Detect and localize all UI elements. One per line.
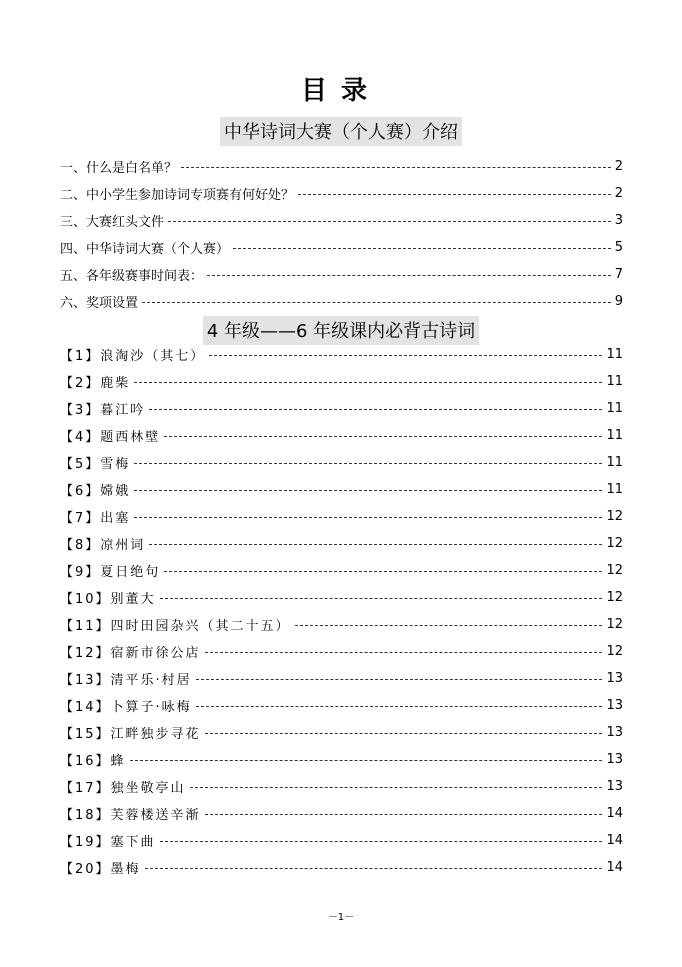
toc-entry-page: 13: [606, 670, 623, 686]
dot-leader: [134, 490, 602, 491]
section-heading-intro: [0, 117, 682, 146]
toc-entry-page: 13: [606, 724, 623, 740]
dot-leader: [134, 463, 602, 464]
section-heading-text: 中华诗词大赛（个人赛）介绍: [220, 117, 462, 146]
dot-leader: [164, 436, 602, 437]
toc-entry-page: 7: [614, 266, 623, 282]
dot-leader: [160, 841, 603, 842]
toc-entry-page: 14: [606, 832, 623, 848]
toc-entry-page: 11: [606, 400, 623, 416]
toc-entry[interactable]: [60, 425, 623, 445]
dot-leader: [205, 652, 603, 653]
dot-leader: [181, 167, 611, 168]
toc-entry-label: 【9】夏日绝句: [60, 564, 161, 580]
toc-entry-page: 13: [606, 778, 623, 794]
dot-leader: [145, 868, 603, 869]
toc-entry-label: 五、各年级赛事时间表：: [60, 268, 204, 284]
toc-entry-label: 【13】清平乐·村居: [60, 672, 192, 688]
toc-entry-page: 5: [614, 239, 623, 255]
toc-entry-page: 11: [606, 481, 623, 497]
toc-entry[interactable]: [60, 291, 623, 311]
toc-entry[interactable]: [60, 776, 623, 796]
toc-entry[interactable]: [60, 479, 623, 499]
toc-entry-label: 二、中小学生参加诗词专项赛有何好处？: [60, 187, 295, 203]
toc-entry[interactable]: [60, 264, 623, 284]
toc-entry-label: 【17】独坐敬亭山: [60, 780, 186, 796]
dot-leader: [134, 382, 602, 383]
toc-entry[interactable]: [60, 237, 623, 257]
toc-entry-page: 11: [606, 427, 623, 443]
dot-leader: [233, 248, 611, 249]
dot-leader: [130, 760, 603, 761]
toc-entry-page: 2: [614, 185, 623, 201]
toc-entry-page: 11: [606, 373, 623, 389]
toc-entry-label: 【14】卜算子·咏梅: [60, 699, 192, 715]
toc-entry-label: 六、奖项设置: [60, 295, 139, 311]
toc-entry-label: 【12】宿新市徐公店: [60, 645, 201, 661]
toc-entry-label: 【20】墨梅: [60, 861, 141, 877]
toc-entry[interactable]: [60, 587, 623, 607]
toc-entry-label: 【18】芙蓉楼送辛渐: [60, 807, 201, 823]
dot-leader: [205, 814, 603, 815]
toc-entry-page: 9: [614, 293, 623, 309]
toc-entry-page: 12: [606, 589, 623, 605]
toc-entry[interactable]: [60, 803, 623, 823]
toc-entry-label: 【5】雪梅: [60, 456, 131, 472]
toc-entry[interactable]: [60, 695, 623, 715]
dot-leader: [298, 194, 611, 195]
toc-entry-label: 【16】蜂: [60, 753, 126, 769]
toc-entry[interactable]: [60, 614, 623, 634]
toc-entry[interactable]: [60, 506, 623, 526]
dot-leader: [207, 275, 611, 276]
toc-entry[interactable]: [60, 371, 623, 391]
dot-leader: [205, 733, 603, 734]
dot-leader: [164, 571, 602, 572]
toc-entry[interactable]: [60, 830, 623, 850]
toc-entry[interactable]: [60, 857, 623, 877]
toc-entry-page: 2: [614, 158, 623, 174]
toc-entry-label: 【6】嫦娥: [60, 483, 131, 499]
toc-entry-page: 13: [606, 697, 623, 713]
dot-leader: [149, 409, 602, 410]
toc-entry-page: 14: [606, 805, 623, 821]
toc-entry[interactable]: [60, 641, 623, 661]
toc-entry[interactable]: [60, 533, 623, 553]
toc-entry-page: 13: [606, 751, 623, 767]
toc-entry[interactable]: [60, 156, 623, 176]
toc-entry-label: 【1】浪淘沙（其七）: [60, 348, 206, 364]
toc-entry-label: 【2】鹿柴: [60, 375, 131, 391]
toc-entry-label: 【19】塞下曲: [60, 834, 156, 850]
toc-entry-label: 【15】江畔独步寻花: [60, 726, 201, 742]
toc-entry-page: 12: [606, 535, 623, 551]
toc-entry-label: 【4】题西林壁: [60, 429, 161, 445]
page-number-footer: －1－: [327, 912, 355, 923]
toc-entry[interactable]: [60, 560, 623, 580]
dot-leader: [168, 221, 611, 222]
toc-entry[interactable]: [60, 722, 623, 742]
dot-leader: [190, 787, 603, 788]
toc-entry[interactable]: [60, 668, 623, 688]
section-heading-poems: [0, 316, 682, 345]
dot-leader: [196, 706, 603, 707]
dot-leader: [149, 544, 602, 545]
toc-entry-page: 12: [606, 508, 623, 524]
toc-entry-page: 12: [606, 616, 623, 632]
toc-entry[interactable]: [60, 452, 623, 472]
toc-entry-page: 11: [606, 454, 623, 470]
dot-leader: [295, 625, 603, 626]
toc-entry[interactable]: [60, 749, 623, 769]
dot-leader: [196, 679, 603, 680]
toc-entry-label: 【3】暮江吟: [60, 402, 146, 418]
section-heading-text: 4 年级——6 年级课内必背古诗词: [203, 316, 479, 345]
dot-leader: [134, 517, 602, 518]
toc-entry[interactable]: [60, 344, 623, 364]
toc-entry-page: 11: [606, 346, 623, 362]
toc-entry-page: 3: [614, 212, 623, 228]
toc-entry-page: 14: [606, 859, 623, 875]
toc-entry-label: 【8】凉州词: [60, 537, 146, 553]
toc-entry-label: 一、什么是白名单？: [60, 160, 178, 176]
dot-leader: [160, 598, 603, 599]
dot-leader: [142, 302, 611, 303]
dot-leader: [209, 355, 602, 356]
page-title: 目录: [300, 76, 381, 106]
toc-entry-page: 12: [606, 643, 623, 659]
toc-entry-label: 【10】别董大: [60, 591, 156, 607]
toc-entry-label: 【7】出塞: [60, 510, 131, 526]
toc-entry-label: 三、大赛红头文件: [60, 214, 165, 230]
toc-entry-page: 12: [606, 562, 623, 578]
toc-entry-label: 四、中华诗词大赛（个人赛）: [60, 241, 230, 257]
toc-entry[interactable]: [60, 183, 623, 203]
toc-entry[interactable]: [60, 210, 623, 230]
toc-entry[interactable]: [60, 398, 623, 418]
toc-entry-label: 【11】四时田园杂兴（其二十五）: [60, 618, 291, 634]
